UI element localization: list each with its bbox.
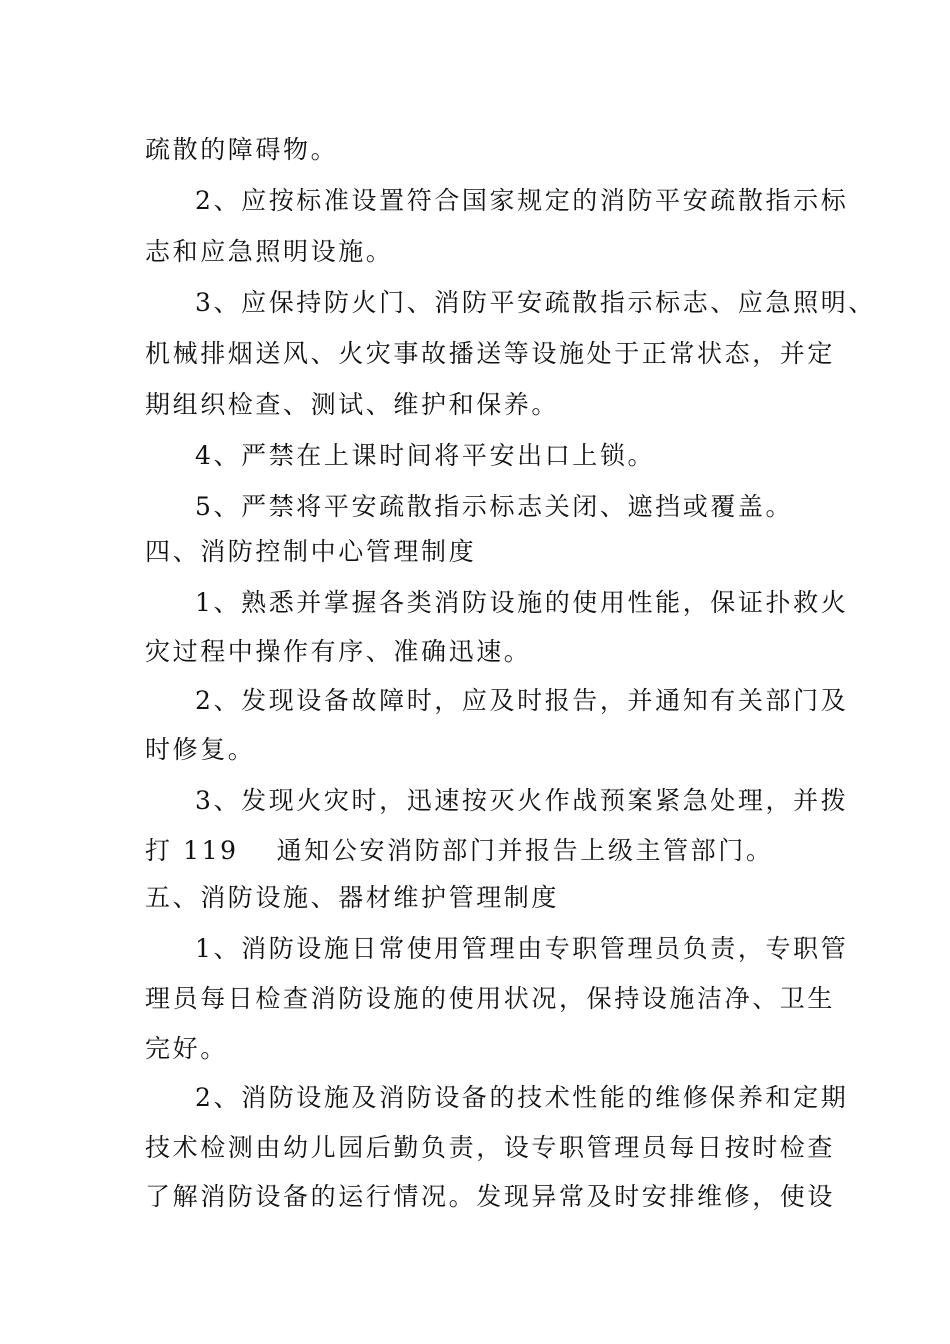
section-heading: 四、消防控制中心管理制度	[145, 537, 477, 566]
text-line: 2、消防设施及消防设备的技术性能的维修保养和定期	[195, 1083, 849, 1112]
text-line: 灾过程中操作有序、准确迅速。	[145, 637, 532, 666]
text-fragment: 通知公安消防部门并报告上级主管部门。	[276, 836, 774, 865]
text-line: 疏散的障碍物。	[145, 135, 339, 164]
text-line: 理员每日检查消防设施的使用状况，保持设施洁净、卫生	[145, 984, 836, 1013]
text-fragment: 打 119	[145, 836, 239, 865]
text-line: 1、熟悉并掌握各类消防设施的使用性能，保证扑救火	[195, 588, 849, 617]
text-line: 4、严禁在上课时间将平安出口上锁。	[195, 441, 656, 470]
text-line: 了解消防设备的运行情况。发现异常及时安排维修，使设	[145, 1182, 836, 1211]
text-line: 志和应急照明设施。	[145, 237, 394, 266]
text-line: 时修复。	[145, 735, 256, 764]
text-line: 完好。	[145, 1034, 228, 1063]
text-line: 5、严禁将平安疏散指示标志关闭、遮挡或覆盖。	[195, 492, 794, 521]
text-line: 期组织检查、测试、维护和保养。	[145, 390, 560, 419]
text-line: 技术检测由幼儿园后勤负责，设专职管理员每日按时检查	[145, 1133, 836, 1162]
text-line	[145, 835, 773, 867]
text-line: 3、发现火灾时，迅速按灭火作战预案紧急处理，并拨	[195, 786, 849, 815]
text-line: 机械排烟送风、火灾事故播送等设施处于正常状态，并定	[145, 339, 836, 368]
text-line: 3、应保持防火门、消防平安疏散指示标志、应急照明、	[195, 288, 876, 317]
text-line: 1、消防设施日常使用管理由专职管理员负责，专职管	[195, 934, 849, 963]
section-heading: 五、消防设施、器材维护管理制度	[145, 883, 560, 912]
text-line: 2、应按标准设置符合国家规定的消防平安疏散指示标	[195, 186, 849, 215]
text-line: 2、发现设备故障时，应及时报告，并通知有关部门及	[195, 686, 849, 715]
